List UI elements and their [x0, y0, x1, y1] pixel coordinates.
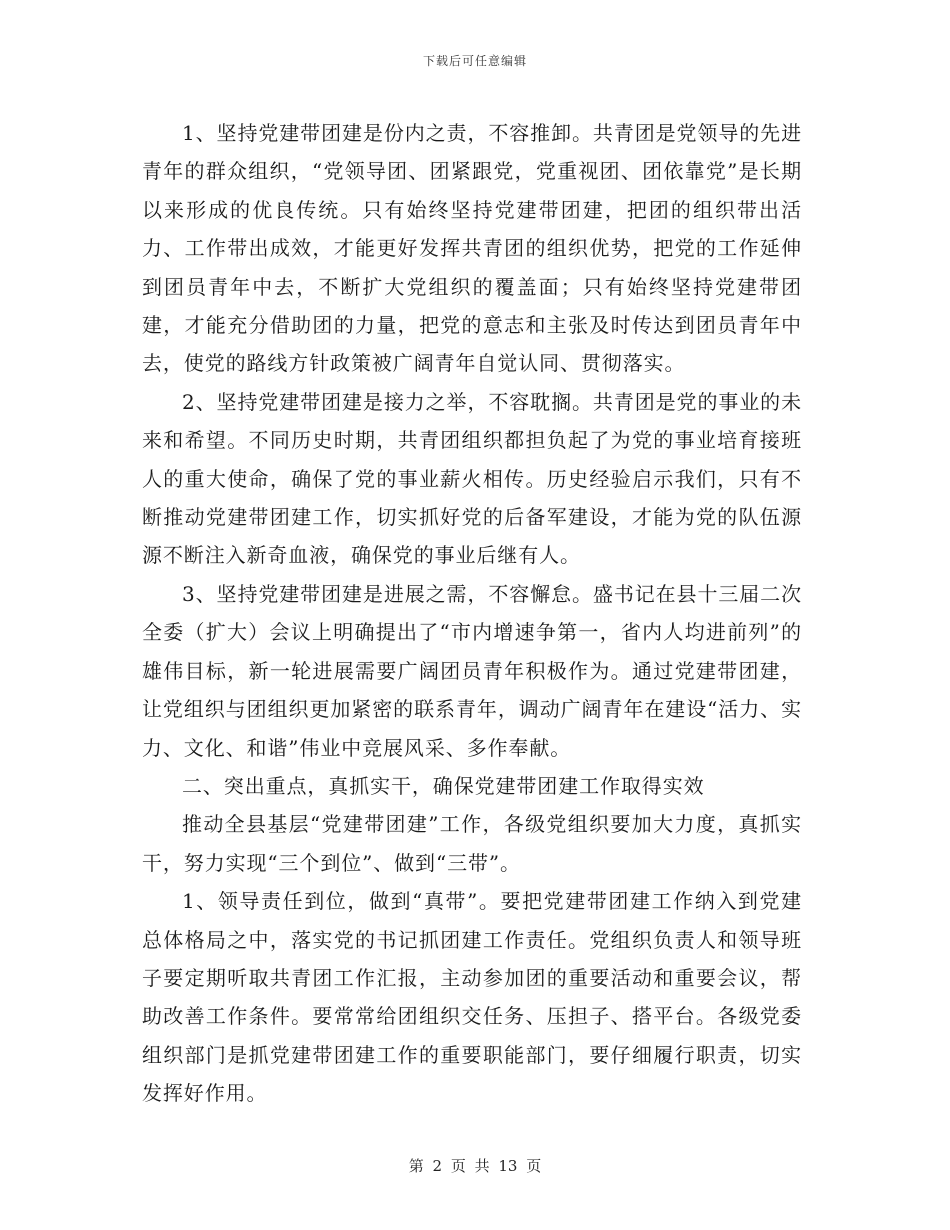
paragraph-leadership: 1、领导责任到位，做到“真带”。要把党建带团建工作纳入到党建总体格局之中，落实党的书记抓团建工作责任。党组织负责人和领导班子要定期听取共青团工作汇报，主动参加团的重要活动和重要会议，帮助改善工作条件。要常常给团组织交任务、压担子、搭平台。各级党委组织部门是抓党建带团建工作的重要职能部门，要仔细履行职责，切实发挥好作用。 — [142, 889, 802, 1106]
paragraph-point-1: 1、坚持党建带团建是份内之责，不容推卸。共青团是党领导的先进青年的群众组织，“党领导团、团紧跟党，党重视团、团依靠党”是长期以来形成的优良传统。只有始终坚持党建带团建，把团的组织带出活力、工作带出成效，才能更好发挥共青团的组织优势，把党的工作延伸到团员青年中去，不断扩大党组织的覆盖面；只有始终坚持党建带团建，才能充分借助团的力量，把党的意志和主张及时传达到团员青年中去，使党的路线方针政策被广阔青年自觉认同、贯彻落实。 — [142, 121, 802, 376]
page-number: 第 2 页 共 13 页 — [408, 1157, 542, 1175]
page-header-note: 下载后可任意编辑 — [422, 54, 527, 68]
paragraph-point-2: 2、坚持党建带团建是接力之举，不容耽搁。共青团是党的事业的未来和希望。不同历史时期，共青团组织都担负起了为党的事业培育接班人的重大使命，确保了党的事业薪火相传。历史经验启示我们，只有不断推动党建带团建工作，切实抓好党的后备军建设，才能为党的队伍源源不断注入新奇血液，确保党的事业后继有人。 — [142, 389, 802, 568]
paragraph-point-3: 3、坚持党建带团建是进展之需，不容懈怠。盛书记在县十三届二次全委（扩大）会议上明确提出了“市内增速争第一，省内人均进前列”的雄伟目标，新一轮进展需要广阔团员青年积极作为。通过党建带团建，让党组织与团组织更加紧密的联系青年，调动广阔青年在建设“活力、实力、文化、和谐”伟业中竞展风采、多作奉献。 — [142, 581, 802, 760]
document-body — [142, 114, 802, 1113]
paragraph-intro: 推动全县基层“党建带团建”工作，各级党组织要加大力度，真抓实干，努力实现“三个到位”、做到“三带”。 — [142, 812, 802, 875]
section-heading: 二、突出重点，真抓实干，确保党建带团建工作取得实效 — [182, 773, 705, 798]
